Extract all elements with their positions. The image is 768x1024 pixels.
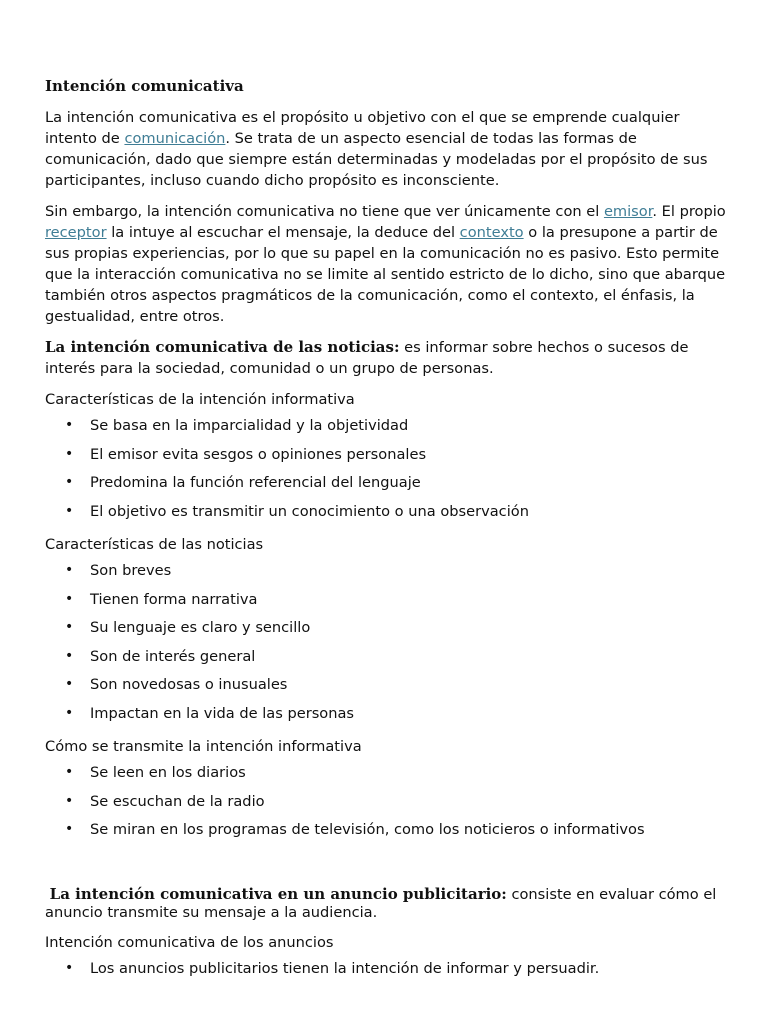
bullet-icon: • xyxy=(65,821,74,837)
bullet-icon: • xyxy=(65,562,74,578)
noticias-lead: La intención comunicativa de las noticias: xyxy=(45,338,400,356)
bullet-icon: • xyxy=(65,676,74,692)
paragraph-text: Sin embargo, la intención comunicativa no tiene que ver únicamente con el xyxy=(45,203,604,220)
bullet-icon: • xyxy=(65,764,74,780)
bullet-icon: • xyxy=(65,792,74,809)
bullet-icon: • xyxy=(65,502,74,519)
list-item xyxy=(45,819,729,848)
link-receptor[interactable]: receptor xyxy=(45,224,107,241)
list1 xyxy=(45,415,729,529)
paragraph-text: la intuye al escuchar el mensaje, la deduce del xyxy=(106,224,460,241)
list4-heading: Intención comunicativa de los anuncios xyxy=(45,933,334,951)
list-item xyxy=(45,791,729,820)
list-item-text: Se leen en los diarios xyxy=(90,764,246,781)
list-item-text: Son breves xyxy=(90,562,172,579)
bullet-icon: • xyxy=(65,474,74,490)
document-body xyxy=(45,76,729,991)
bullet-icon: • xyxy=(65,959,74,976)
list1-heading: Características de la intención informativa xyxy=(45,391,355,408)
list-item xyxy=(45,589,729,618)
paragraph-text: . El propio xyxy=(652,203,726,220)
list-item-text: Son novedosas o inusuales xyxy=(90,676,288,693)
bullet-icon: • xyxy=(65,704,74,721)
link-emisor[interactable]: emisor xyxy=(603,203,653,220)
link-comunicacion[interactable]: comunicación xyxy=(124,130,226,147)
bullet-icon: • xyxy=(65,417,74,433)
paragraph-text: . Se trata de un aspecto esencial de todas las formas de comunicación, dado que siempre están determinadas y modeladas por el propósito de sus participantes, incluso cuando dicho propósito es inconsciente. xyxy=(45,130,708,189)
list-item-text: El emisor evita sesgos o opiniones personales xyxy=(90,445,427,463)
paragraph-emisor xyxy=(45,201,729,327)
list-item-text: Su lenguaje es claro y sencillo xyxy=(90,619,311,636)
bullet-icon: • xyxy=(65,619,74,635)
paragraph-text: La intención comunicativa es el propósito u objetivo con el que se emprende cualquier intento de xyxy=(45,109,680,147)
list4 xyxy=(45,958,729,987)
document-title: Intención comunicativa xyxy=(45,77,244,95)
paragraph-intro xyxy=(45,107,729,191)
list-item xyxy=(45,674,729,703)
list-item-text: El objetivo es transmitir un conocimiento o una observación xyxy=(90,502,529,520)
bullet-icon: • xyxy=(65,590,74,607)
bullet-icon: • xyxy=(65,647,74,664)
list-item xyxy=(45,646,729,675)
paragraph-noticias xyxy=(45,337,729,379)
list-item xyxy=(45,762,729,791)
bullet-icon: • xyxy=(65,445,74,462)
list-item xyxy=(45,472,729,501)
list-item xyxy=(45,958,729,987)
list-item-text: Son de interés general xyxy=(90,647,256,665)
list3-heading: Cómo se transmite la intención informativa xyxy=(45,738,362,755)
list-item xyxy=(45,560,729,589)
list-item-text: Predomina la función referencial del lenguaje xyxy=(90,474,421,491)
paragraph-anuncio xyxy=(45,885,729,922)
anuncio-lead: La intención comunicativa en un anuncio publicitario: xyxy=(49,884,507,903)
list-item-text: Se escuchan de la radio xyxy=(90,792,265,810)
list-item-text: Tienen forma narrativa xyxy=(90,590,258,608)
paragraph-text: o la presupone a partir de sus propias experiencias, por lo que su papel en la comunicación no es pasivo. Esto permite que la interacción comunicativa no se limite al sentido estricto de lo dicho, sino que abarque también otros aspectos pragmáticos de la comunicación, como el contexto, el énfasis, la gestualidad, entre otros. xyxy=(45,224,726,325)
list3 xyxy=(45,762,729,848)
list-item xyxy=(45,703,729,732)
list-item xyxy=(45,444,729,473)
list-item-text: Se basa en la imparcialidad y la objetividad xyxy=(90,417,409,434)
list-item-text: Los anuncios publicitarios tienen la intención de informar y persuadir. xyxy=(90,959,600,977)
list-item xyxy=(45,415,729,444)
anuncio-text: consiste en evaluar cómo el anuncio transmite su mensaje a la audiencia. xyxy=(45,885,717,921)
list-item-text: Impactan en la vida de las personas xyxy=(90,704,355,722)
list-item xyxy=(45,501,729,530)
list2-heading: Características de las noticias xyxy=(45,536,264,553)
noticias-text: es informar sobre hechos o sucesos de interés para la sociedad, comunidad o un grupo de personas. xyxy=(45,339,689,377)
spacer xyxy=(45,853,729,885)
link-contexto[interactable]: contexto xyxy=(459,224,524,241)
list-item-text: Se miran en los programas de televisión, como los noticieros o informativos xyxy=(90,821,645,838)
list-item xyxy=(45,617,729,646)
list2 xyxy=(45,560,729,731)
